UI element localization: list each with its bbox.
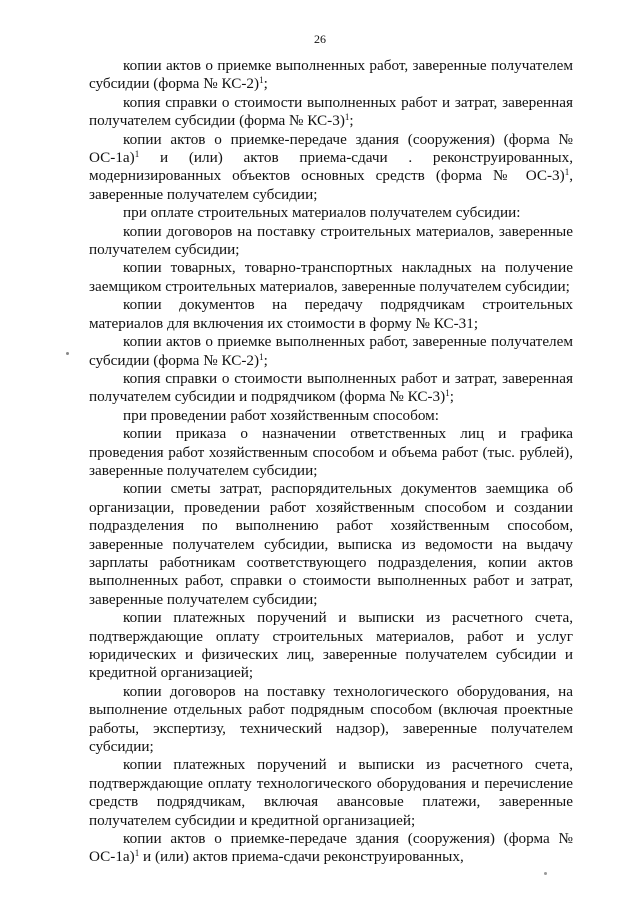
paragraph: копии актов о приемке выполненных работ, заверенные получателем субсидии (форма № КС-2)$^1$; xyxy=(89,57,573,93)
paragraph: копии платежных поручений и выписки из расчетного счета, подтверждающие оплату строительных материалов, работ и услуг юридических и физических лиц, заверенные получателем субсидии и кредитной организацией; xyxy=(89,609,573,682)
paragraph: копии документов на передачу подрядчикам строительных материалов для включения их стоимости в форму № КС-31; xyxy=(89,296,573,332)
document-body xyxy=(89,57,573,867)
paragraph: при оплате строительных материалов получателем субсидии: xyxy=(123,204,521,222)
paragraph: копии актов о приемке-передаче здания (сооружения) (форма № ОС-1а)$^1$ и (или) актов приема-сдачи . реконструированных, модернизированных объектов основных средств (форма № ОС-3)$^1$, заверенные получателем субсидии; xyxy=(89,130,573,203)
paragraph: копии договоров на поставку строительных материалов, заверенные получателем субсидии; xyxy=(89,222,573,259)
paragraph: копия справки о стоимости выполненных работ и затрат, заверенная получателем субсидии и подрядчиком (форма № КС-3)$^1$; xyxy=(89,369,573,406)
paragraph: копия справки о стоимости выполненных работ и затрат, заверенная получателем субсидии (форма № КС-3)$^1$; xyxy=(89,93,573,130)
scan-speck xyxy=(544,872,547,875)
paragraph: при проведении работ хозяйственным способом: xyxy=(123,406,439,424)
paragraph: копии договоров на поставку технологического оборудования, на выполнение отдельных работ подрядным способом (включая проектные работы, экспертизу, технический надзор), заверенные получателем субсидии; xyxy=(89,682,573,756)
paragraph: копии приказа о назначении ответственных лиц и графика проведения работ хозяйственным способом и объема работ (тыс. рублей), заверенные получателем субсидии; xyxy=(89,425,573,479)
paragraph: копии товарных, товарно-транспортных накладных на получение заемщиком строительных материалов, заверенные получателем субсидии; xyxy=(89,259,573,295)
paragraph: копии сметы затрат, распорядительных документов заемщика об организации, проведении работ хозяйственным способом и создании подразделения по выполнению работ хозяйственным способом, заверенные получателем субсидии, выписка из ведомости на выдачу зарплаты работникам соответствующего подразделения, копии актов выполненных работ, справки о стоимости выполненных работ и затрат, заверенные получателем субсидии; xyxy=(89,480,573,608)
paragraph: копии актов о приемке-передаче здания (сооружения) (форма № ОС-1а)$^1$ и (или) актов приема-сдачи реконструированных, xyxy=(89,830,573,866)
page-number: 26 xyxy=(314,32,326,46)
scan-speck xyxy=(66,352,69,355)
paragraph: копии актов о приемке выполненных работ, заверенные получателем субсидии (форма № КС-2)$^1$; xyxy=(89,333,573,369)
paragraph: копии платежных поручений и выписки из расчетного счета, подтверждающие оплату технологического оборудования и перечисление средств подрядчикам, включая авансовые платежи, заверенные получателем субсидии и кредитной организацией; xyxy=(89,756,573,829)
